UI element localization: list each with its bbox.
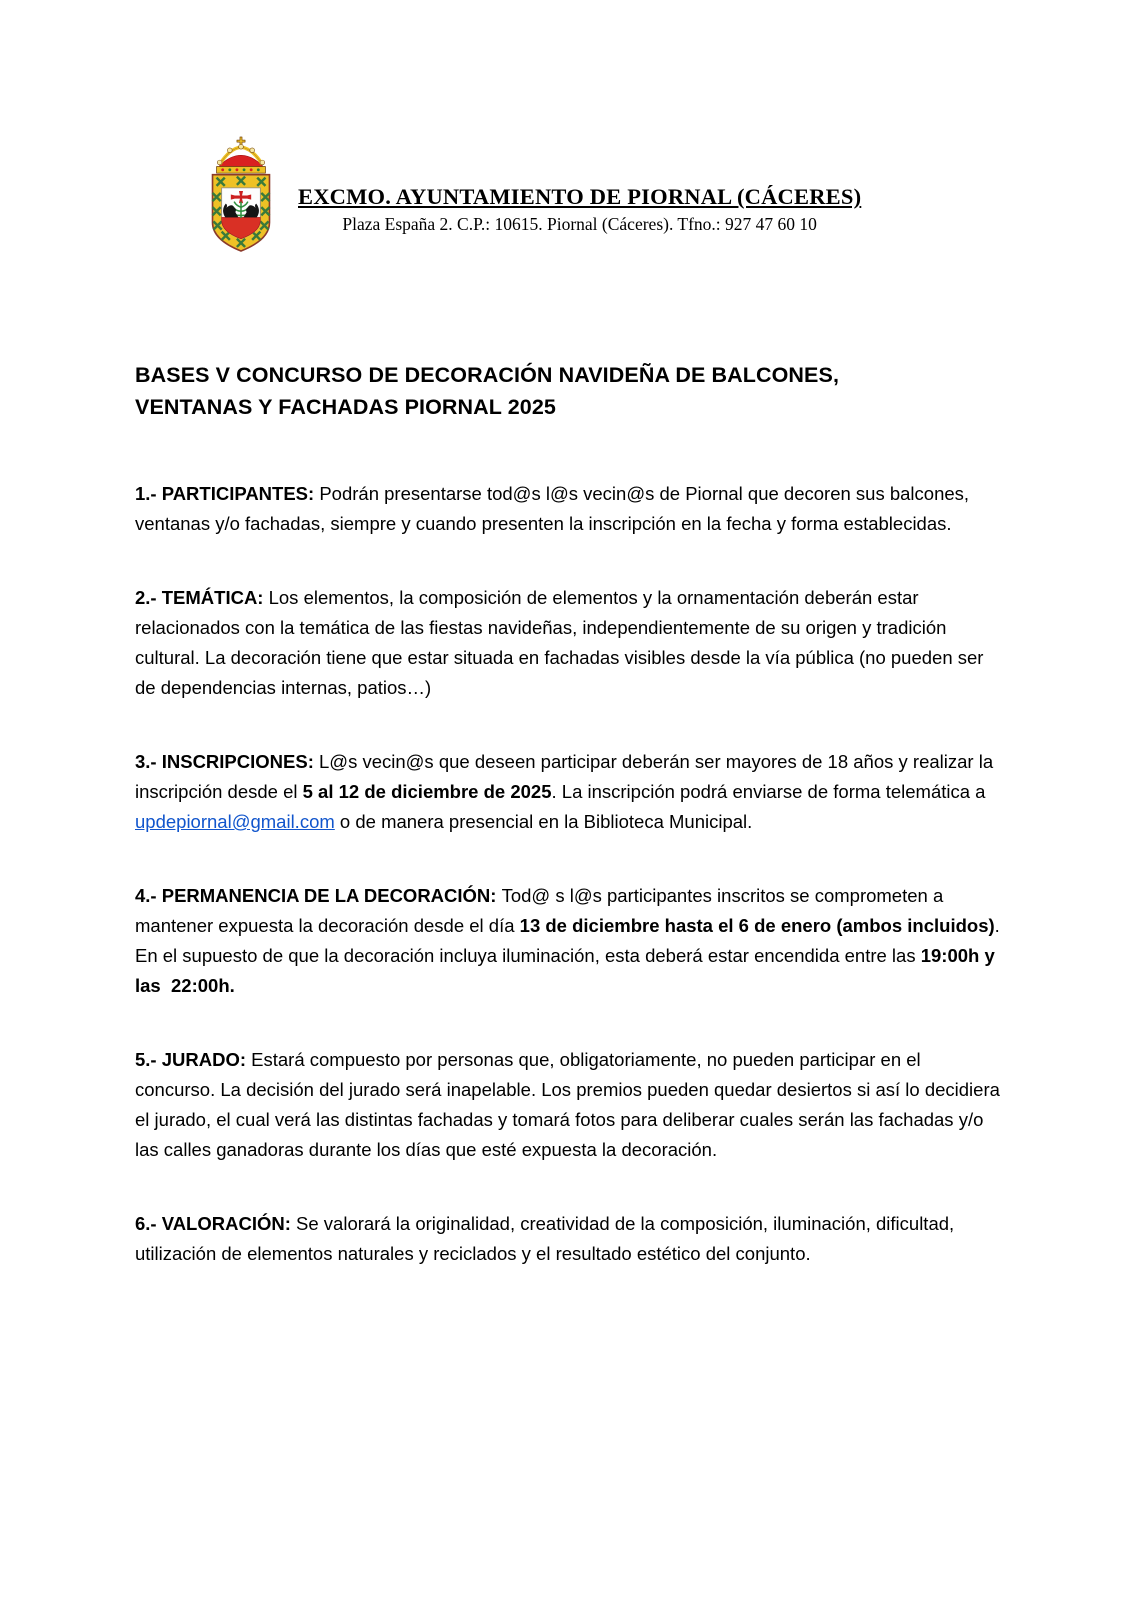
document-body bbox=[135, 359, 1006, 1313]
section-heading: 3.- INSCRIPCIONES: bbox=[135, 751, 319, 772]
shield bbox=[213, 175, 270, 251]
organization-address: Plaza España 2. C.P.: 10615. Piornal (Cáceres). Tfno.: 927 47 60 10 bbox=[342, 214, 817, 234]
letterhead-text bbox=[298, 135, 861, 235]
body-text: Podrán presentarse tod@s l@s vecin@s de Piornal que decoren sus balcones, ventanas y/o fachadas, siempre y cuando presenten la inscripción en la fecha y forma establecidas. bbox=[135, 483, 975, 534]
section-paragraph-3 bbox=[135, 747, 1001, 837]
bold-text: 13 de diciembre hasta el 6 de enero (ambos incluidos) bbox=[519, 915, 995, 936]
section-paragraph-5 bbox=[135, 1045, 1006, 1165]
body-text: o de manera presencial en la Biblioteca Municipal. bbox=[334, 811, 753, 832]
document-sections bbox=[135, 479, 1006, 1269]
body-text: Estará compuesto por personas que, obligatoriamente, no pueden participar en el concurso. La decisión del jurado será inapelable. Los premios pueden quedar desiertos si así lo decidiera el jurado, el cual verá las distintas fachadas y tomará fotos para deliberar cuales serán las fachadas y/o las calles ganadoras durante los días que esté expuesta la decoración. bbox=[135, 1049, 1006, 1160]
section-paragraph-4 bbox=[135, 881, 1005, 1001]
section-heading: 6.- VALORACIÓN: bbox=[135, 1213, 297, 1234]
document-title: BASES V CONCURSO DE DECORACIÓN NAVIDEÑA DE BALCONES, VENTANAS Y FACHADAS PIORNAL 2025 bbox=[135, 363, 840, 419]
bold-text: 5 al 12 de diciembre de 2025 bbox=[302, 781, 552, 802]
letterhead bbox=[206, 135, 861, 253]
piornal-coat-of-arms-icon bbox=[206, 135, 276, 253]
royal-crown bbox=[217, 137, 266, 173]
section-paragraph-2 bbox=[135, 583, 1001, 703]
section-heading: 1.- PARTICIPANTES: bbox=[135, 483, 320, 504]
organization-name: EXCMO. AYUNTAMIENTO DE PIORNAL (CÁCERES) bbox=[298, 184, 862, 209]
section-heading: 4.- PERMANENCIA DE LA DECORACIÓN: bbox=[135, 885, 502, 906]
bold-text: 19:00h y las 22:00h. bbox=[135, 945, 1000, 996]
section-paragraph-6 bbox=[135, 1209, 1001, 1269]
section-heading: 5.- JURADO: bbox=[135, 1049, 252, 1070]
body-text: Los elementos, la composición de elementos y la ornamentación deberán estar relacionados con la temática de las fiestas navideñas, independientemente de su origen y tradición cultural. La decoración tiene que estar situada en fachadas visibles desde la vía pública (no pueden ser de dependencias internas, patios…) bbox=[135, 587, 989, 698]
section-paragraph-1 bbox=[135, 479, 1001, 539]
body-text: Se valorará la originalidad, creatividad de la composición, iluminación, dificultad, utilización de elementos naturales y reciclados y el resultado estético del conjunto. bbox=[135, 1213, 960, 1264]
body-text: Tod@ s l@s participantes inscritos se comprometen a mantener expuesta la decoración desde el día bbox=[135, 885, 949, 936]
section-heading: 2.- TEMÁTICA: bbox=[135, 587, 269, 608]
email-link[interactable]: updepiornal@gmail.com bbox=[135, 811, 335, 832]
body-text: . La inscripción podrá enviarse de forma telemática a bbox=[551, 781, 991, 802]
body-text: . En el supuesto de que la decoración incluya iluminación, esta deberá estar encendida entre las bbox=[135, 915, 1005, 966]
body-text: L@s vecin@s que deseen participar deberán ser mayores de 18 años y realizar la inscripción desde el bbox=[135, 751, 999, 802]
